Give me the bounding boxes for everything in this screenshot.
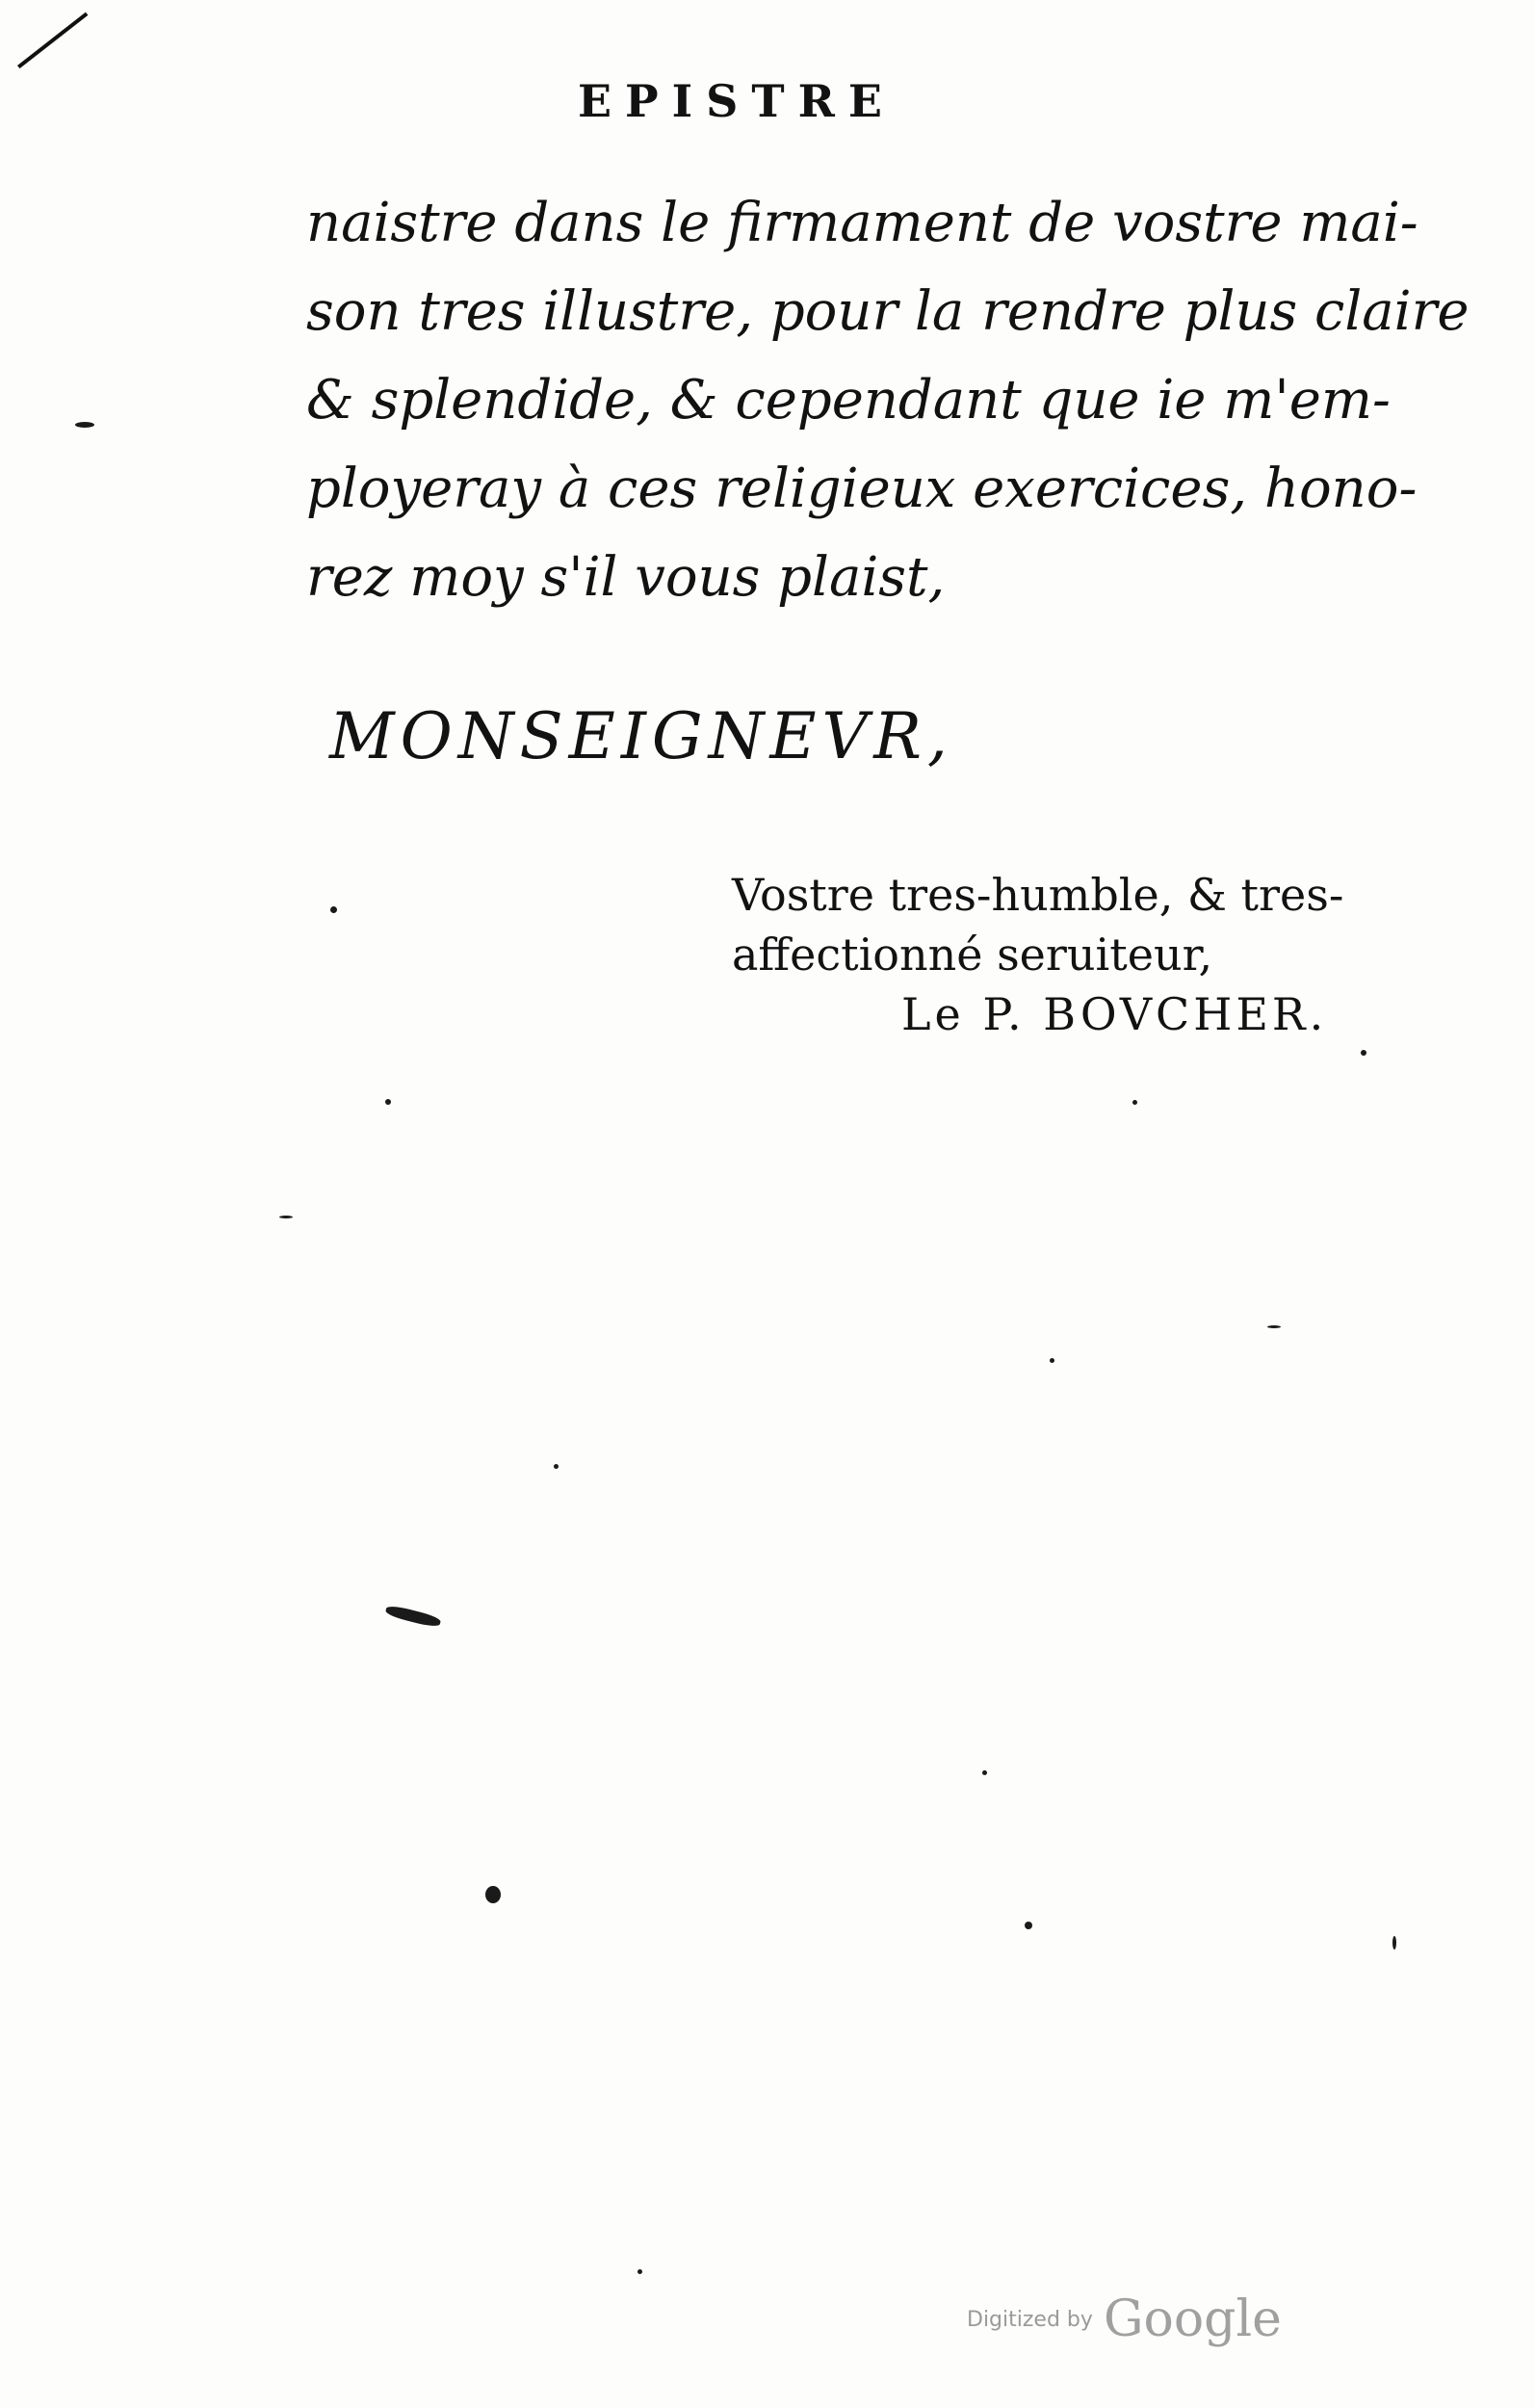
corner-ink-mark <box>17 13 88 69</box>
running-head: EPISTRE <box>578 75 896 127</box>
body-line-1: naistre dans le firmament de vostre mai- <box>306 192 1418 254</box>
body-line-2: son tres illustre, pour la rendre plus claire <box>306 280 1470 343</box>
body-line-3: & splendide, & cependant que ie m'em- <box>306 369 1391 432</box>
signature-block <box>732 865 1367 1044</box>
ink-speck <box>384 1604 441 1629</box>
ink-speck <box>330 906 337 913</box>
ink-speck <box>554 1464 559 1469</box>
ink-speck <box>1132 1100 1137 1105</box>
ink-speck <box>1050 1358 1054 1363</box>
signature-name: Le P. BOVCHER. <box>901 988 1328 1040</box>
signature-line-2: affectionné seruiteur, <box>732 929 1213 981</box>
ink-speck <box>637 2269 642 2274</box>
body-text <box>306 179 1470 622</box>
google-logo: Google <box>1104 2290 1282 2348</box>
ink-speck <box>982 1770 987 1775</box>
salutation: MONSEIGNEVR, <box>329 699 953 773</box>
ink-speck <box>75 422 94 428</box>
signature-line-1: Vostre tres-humble, & tres- <box>732 869 1344 921</box>
body-line-4: ployeray à ces religieux exercices, hono- <box>306 458 1418 520</box>
ink-speck <box>279 1216 293 1218</box>
ink-speck <box>485 1886 501 1903</box>
ink-speck <box>1025 1922 1032 1929</box>
ink-speck <box>1267 1325 1281 1328</box>
body-line-5: rez moy s'il vous plaist, <box>306 546 946 609</box>
ink-speck <box>1392 1936 1396 1950</box>
ink-speck <box>385 1099 391 1105</box>
watermark-prefix: Digitized by <box>967 2307 1093 2332</box>
ink-speck <box>1361 1050 1366 1056</box>
digitized-watermark <box>967 2290 1282 2348</box>
